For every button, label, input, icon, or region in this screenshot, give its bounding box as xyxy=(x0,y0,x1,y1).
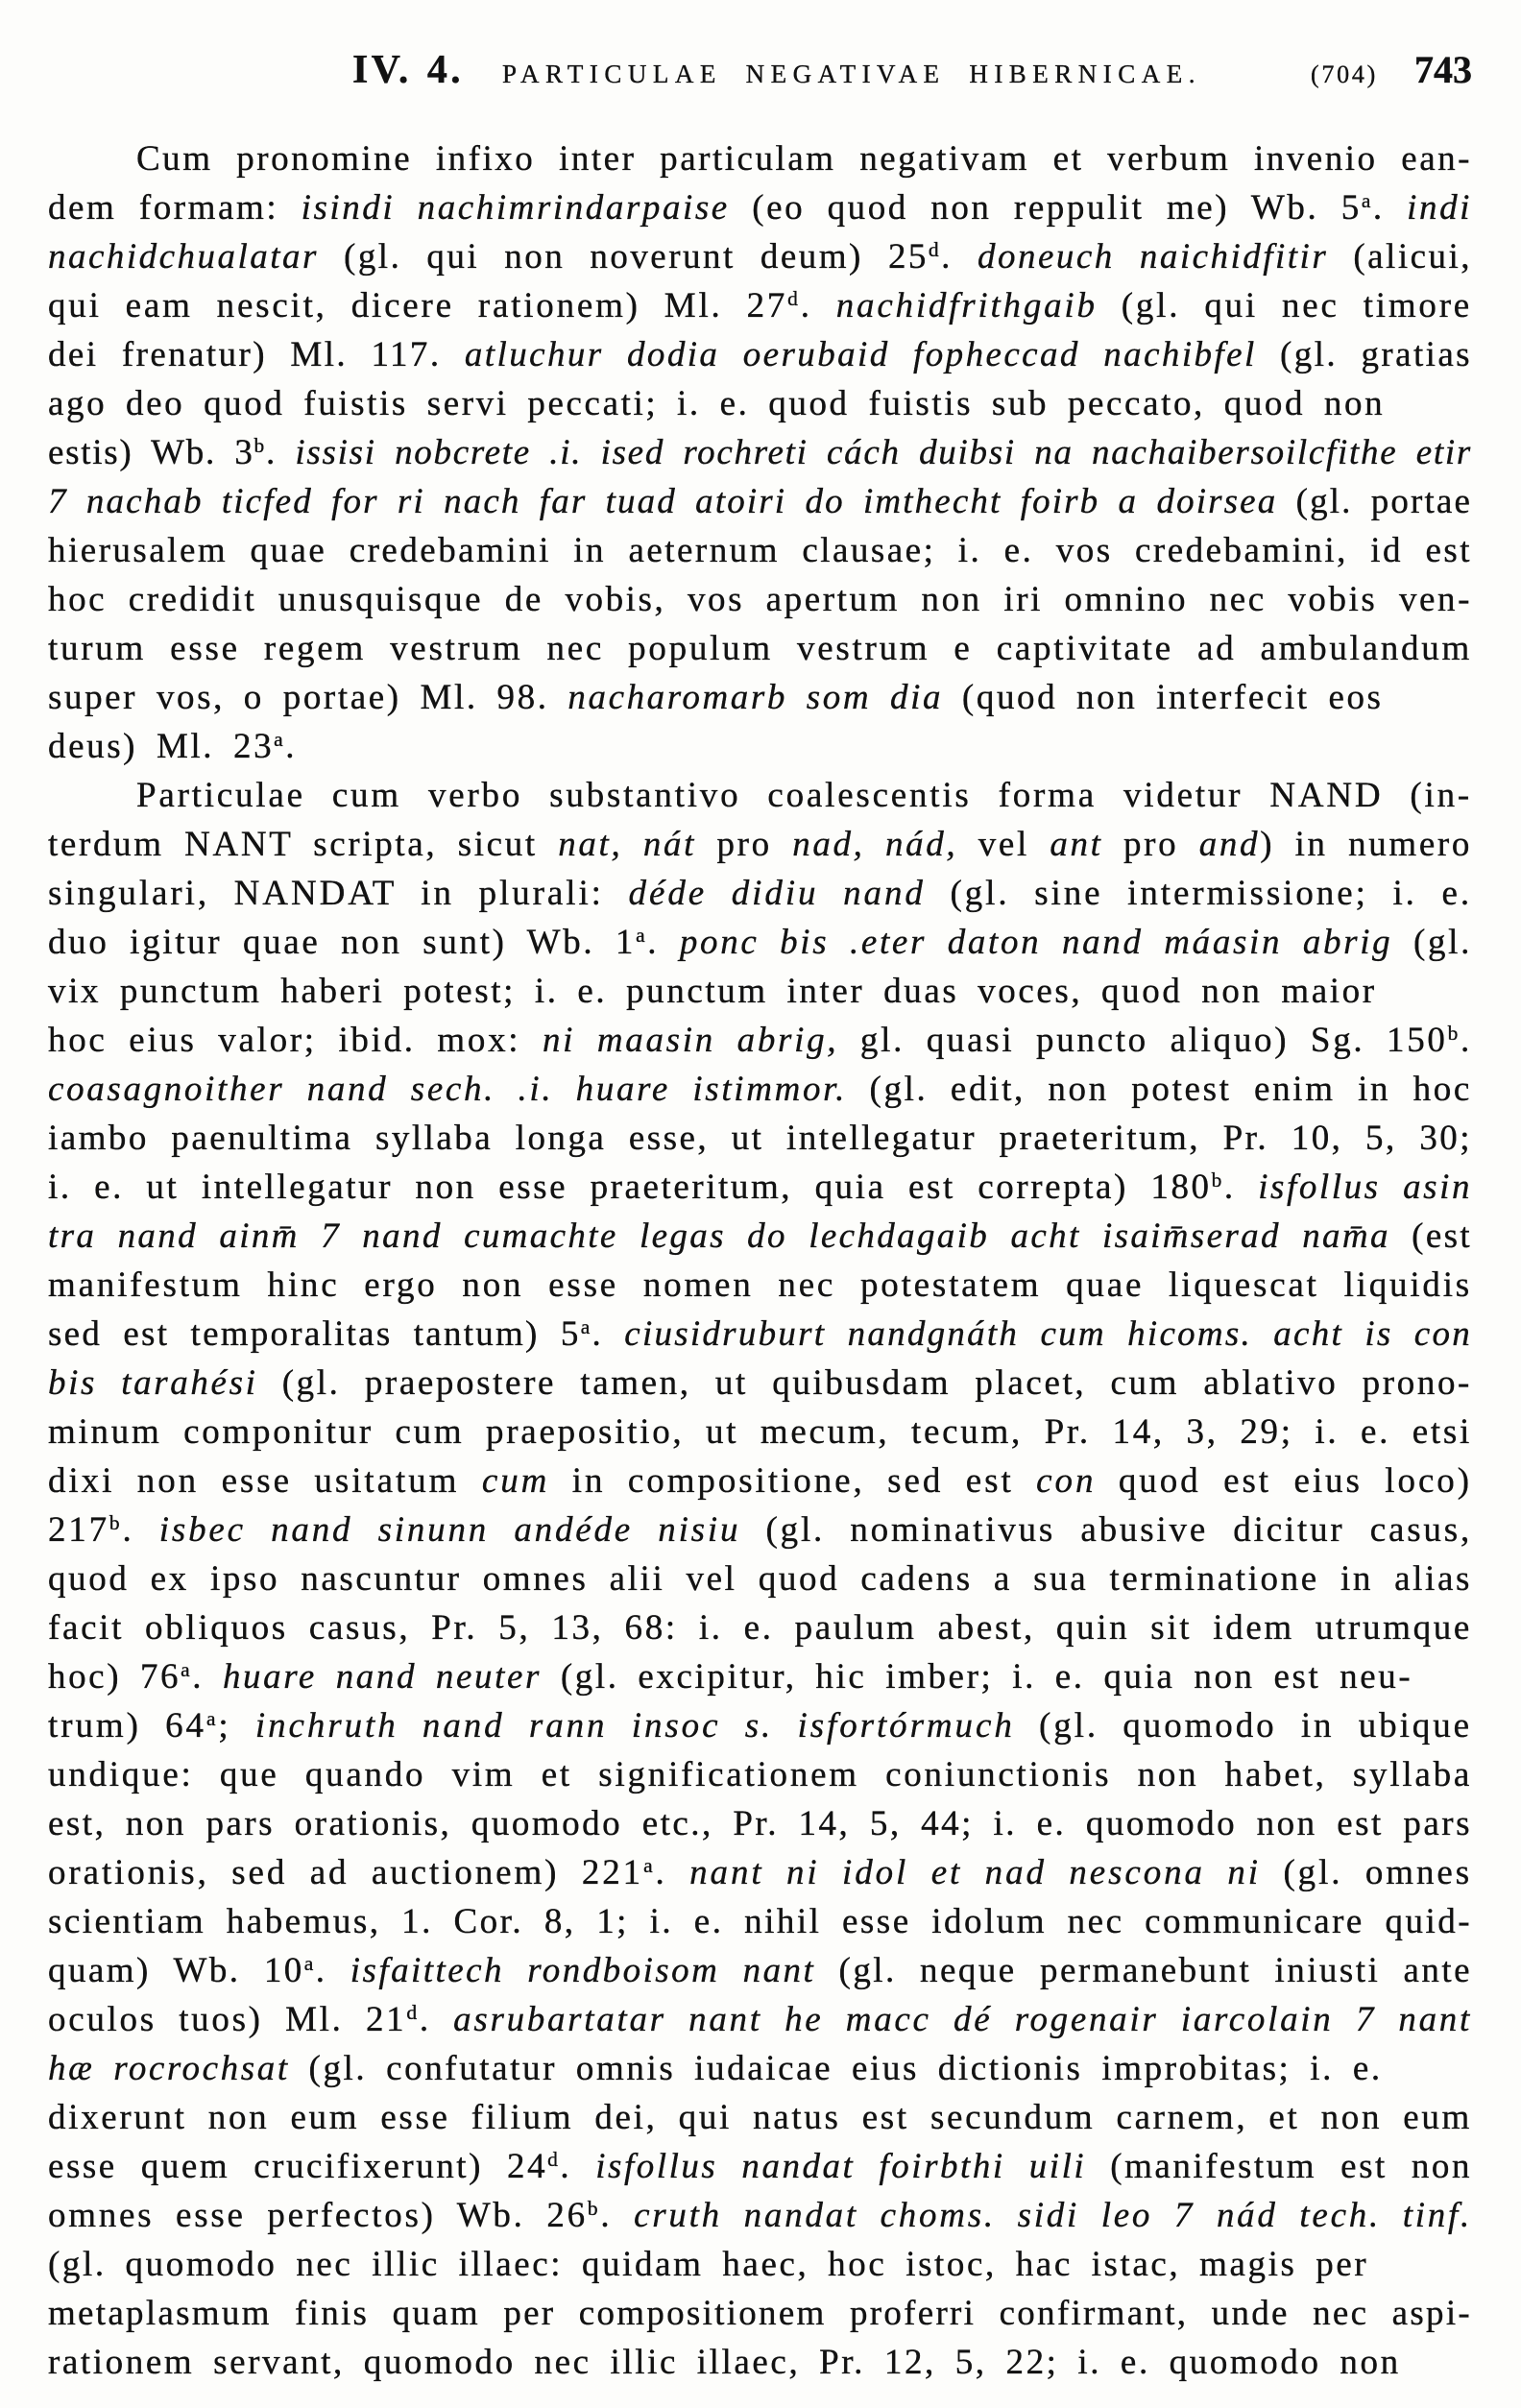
roman-text: quod est eius loco) xyxy=(1096,1461,1472,1501)
roman-text: ) in numero xyxy=(1260,825,1473,864)
superscript-letter: d xyxy=(406,2001,420,2025)
line-content xyxy=(136,139,1472,179)
roman-text: undique: que quando vim et significationem coniunctionis non habet, syllaba xyxy=(48,1755,1472,1794)
text-line xyxy=(48,1359,1472,1408)
roman-text: hoc) 76 xyxy=(48,1657,181,1697)
roman-text: . xyxy=(192,1657,223,1697)
line-content xyxy=(48,1608,1472,1648)
line-content xyxy=(48,1168,1472,1207)
italic-text: inchruth nand rann insoc s. isfortórmuch xyxy=(254,1706,1015,1746)
roman-text: (gl. xyxy=(1392,923,1472,962)
superscript-letter: b xyxy=(109,1511,123,1535)
text-line xyxy=(48,134,1472,183)
text-line xyxy=(48,1212,1472,1261)
italic-text: isfollus nandat foirbthi uili xyxy=(595,2147,1087,2186)
line-content xyxy=(48,2049,1383,2088)
section-number: IV. 4. xyxy=(352,48,464,92)
original-page-number xyxy=(1311,62,1378,87)
italic-text: 7 nachab ticfed for ri nach far tuad atoiri do imthecht foirb a doirsea xyxy=(48,482,1278,521)
line-content xyxy=(48,531,1472,570)
roman-text: . xyxy=(800,286,836,325)
roman-text: (manifestum est non xyxy=(1086,2147,1472,2186)
roman-text: . xyxy=(647,923,680,962)
roman-text: dei frenatur) Ml. 117. xyxy=(48,335,465,374)
superscript-letter: b xyxy=(1447,1022,1461,1046)
roman-text: (gl. edit, non potest enim in hoc xyxy=(847,1070,1473,1109)
text-line xyxy=(48,1603,1472,1652)
italic-text: ant xyxy=(1050,825,1103,864)
roman-text: (gl. omnes xyxy=(1260,1853,1473,1892)
line-content xyxy=(48,1902,1472,1941)
roman-text: deus) Ml. 23 xyxy=(48,727,275,766)
roman-text: (gl. confutatur omnis iudaicae eius dictionis improbitas; i. e. xyxy=(289,2049,1383,2088)
line-content xyxy=(48,2294,1472,2333)
line-content xyxy=(48,1804,1472,1843)
roman-text: minum componitur cum praepositio, ut mecum, tecum, Pr. 14, 3, 29; i. e. etsi xyxy=(48,1412,1472,1452)
roman-text: iambo paenultima syllaba longa esse, ut intellegatur praeteritum, Pr. 10, 5, 30; xyxy=(48,1119,1472,1158)
italic-text: isbec nand sinunn andéde nisiu xyxy=(158,1510,741,1550)
roman-text: (gl. excipitur, hic imber; i. e. quia non est neu- xyxy=(541,1657,1413,1697)
roman-text: quam) Wb. 10 xyxy=(48,1951,304,1990)
line-content xyxy=(48,335,1472,374)
page-number xyxy=(1414,48,1472,91)
roman-text: pro xyxy=(696,825,793,864)
running-head-title xyxy=(502,61,1201,87)
roman-text: hoc eius valor; ibid. mox: xyxy=(48,1021,543,1060)
original-page-number-text: (704) xyxy=(1311,60,1378,88)
roman-text: terdum NANT scripta, sicut xyxy=(48,825,559,864)
italic-text: huare nand neuter xyxy=(222,1657,542,1697)
text-line xyxy=(48,1946,1472,1995)
roman-text: singulari, NANDAT in plurali: xyxy=(48,874,629,913)
roman-text: gl. quasi puncto aliquo) Sg. 150 xyxy=(838,1021,1448,1060)
line-content xyxy=(48,1706,1472,1746)
text-line xyxy=(48,1750,1472,1799)
roman-text: Particulae cum verbo substantivo coalescentis forma videtur NAND (in- xyxy=(136,776,1472,815)
superscript-letter: b xyxy=(587,2197,601,2221)
text-line xyxy=(48,967,1472,1016)
paragraph xyxy=(48,771,1472,2387)
line-content xyxy=(48,1070,1472,1109)
roman-text: . xyxy=(600,2196,635,2235)
text-line xyxy=(48,428,1472,477)
line-content xyxy=(48,237,1472,277)
superscript-letter: a xyxy=(643,1854,656,1878)
roman-text: . xyxy=(941,237,978,277)
line-content xyxy=(48,188,1472,228)
italic-text: déde didiu nand xyxy=(628,874,926,913)
paragraph xyxy=(48,134,1472,771)
text-line xyxy=(48,1897,1472,1946)
roman-text: dixerunt non eum esse filium dei, qui natus est secundum carnem, et non eum xyxy=(48,2098,1472,2137)
italic-text: nat, nát xyxy=(558,825,697,864)
text-line xyxy=(48,1261,1472,1310)
line-content xyxy=(48,1657,1412,1697)
italic-text: ciusidruburt nandgnáth cum hicoms. acht is con xyxy=(624,1314,1472,1354)
roman-text: (gl. gratias xyxy=(1256,335,1473,374)
text-line xyxy=(48,1995,1472,2044)
superscript-letter: a xyxy=(1361,189,1373,213)
roman-text: vel xyxy=(957,825,1050,864)
superscript-letter: d xyxy=(787,287,801,311)
roman-text: . xyxy=(122,1510,159,1550)
line-content xyxy=(48,2343,1401,2382)
italic-text: con xyxy=(1036,1461,1097,1501)
line-content xyxy=(48,972,1377,1011)
superscript-letter: a xyxy=(205,1707,219,1731)
italic-text: tra nand ainm̄ 7 nand cumachte legas do lechdagaib acht isaim̄serad nam̄a xyxy=(48,1216,1390,1256)
italic-text: cruth nandat choms. sidi leo 7 nád tech. tinf. xyxy=(634,2196,1472,2235)
text-line xyxy=(48,771,1472,820)
roman-text: hierusalem quae credebamini in aeternum clausae; i. e. vos credebamini, id est xyxy=(48,531,1472,570)
text-line xyxy=(48,232,1472,281)
text-line xyxy=(48,722,1472,771)
roman-text: (gl. sine intermissione; i. e. xyxy=(925,874,1473,913)
text-line xyxy=(48,1848,1472,1897)
line-content xyxy=(48,580,1472,619)
line-content xyxy=(48,1021,1472,1060)
roman-text: i. e. ut intellegatur non esse praeteritum, quia est correpta) 180 xyxy=(48,1168,1212,1207)
text-line xyxy=(48,2191,1472,2240)
roman-text: dem formam: xyxy=(48,188,302,228)
line-content xyxy=(48,1314,1472,1354)
italic-text: issisi nobcrete .i. ised rochreti cách duibsi na nachaibersoilcfithe etir xyxy=(295,433,1472,472)
roman-text: dixi non esse usitatum xyxy=(48,1461,482,1501)
text-line xyxy=(48,2093,1472,2142)
roman-text: pro xyxy=(1102,825,1199,864)
text-line xyxy=(48,2240,1472,2289)
text-line xyxy=(48,477,1472,526)
line-content xyxy=(48,923,1472,962)
body-text xyxy=(48,134,1472,2387)
line-content xyxy=(136,776,1472,815)
roman-text: . xyxy=(1461,1021,1472,1060)
italic-text: isfollus asin xyxy=(1258,1168,1473,1207)
text-line xyxy=(48,1408,1472,1457)
roman-text: hoc credidit unusquisque de vobis, vos apertum non iri omnino nec vobis ven- xyxy=(48,580,1472,619)
roman-text: omnes esse perfectos) Wb. 26 xyxy=(48,2196,588,2235)
text-line xyxy=(48,526,1472,575)
text-line xyxy=(48,2044,1472,2093)
roman-text: (est xyxy=(1389,1216,1472,1256)
roman-text: (gl. qui non noverunt deum) 25 xyxy=(318,237,929,277)
italic-text: hæ rocrochsat xyxy=(48,2049,290,2088)
roman-text: ago deo quod fuistis servi peccati; i. e. quod fuistis sub peccato, quod non xyxy=(48,384,1386,423)
italic-text: nachidfrithgaib xyxy=(835,286,1098,325)
text-line xyxy=(48,1701,1472,1750)
roman-text: (quod non interfecit eos xyxy=(943,678,1384,717)
line-content xyxy=(48,286,1472,325)
line-content xyxy=(48,433,1472,472)
roman-text: esse quem crucifixerunt) 24 xyxy=(48,2147,548,2186)
roman-text: (gl. nominativus abusive dicitur casus, xyxy=(740,1510,1472,1550)
roman-text: quod ex ipso nascuntur omnes alii vel quod cadens a sua terminatione in alias xyxy=(48,1559,1472,1599)
italic-text: atluchur dodia oerubaid fopheccad nachibfel xyxy=(464,335,1257,374)
roman-text: (alicui, xyxy=(1328,237,1472,277)
roman-text: . xyxy=(560,2147,596,2186)
roman-text: qui eam nescit, dicere rationem) Ml. 27 xyxy=(48,286,788,325)
text-line xyxy=(48,820,1472,869)
roman-text: metaplasmum finis quam per compositionem proferri confirmant, unde nec aspi- xyxy=(48,2294,1472,2333)
roman-text: super vos, o portae) Ml. 98. xyxy=(48,678,568,717)
line-content xyxy=(48,1559,1472,1599)
italic-text: nachidchualatar xyxy=(48,237,319,277)
roman-text: manifestum hinc ergo non esse nomen nec potestatem quae liquescat liquidis xyxy=(48,1265,1472,1305)
roman-text: est, non pars orationis, quomodo etc., Pr. 14, 5, 44; i. e. quomodo non est pars xyxy=(48,1804,1472,1843)
text-line xyxy=(48,918,1472,967)
roman-text: . xyxy=(315,1951,350,1990)
italic-text: isfaittech rondboisom nant xyxy=(350,1951,816,1990)
italic-text: nacharomarb som dia xyxy=(567,678,944,717)
roman-text: turum esse regem vestrum nec populum vestrum e captivitate ad ambulandum xyxy=(48,629,1472,668)
italic-text: doneuch naichidfitir xyxy=(978,237,1329,277)
text-line xyxy=(48,379,1472,428)
roman-text: (gl. praepostere tamen, ut quibusdam placet, cum ablativo prono- xyxy=(257,1363,1472,1403)
roman-text: . xyxy=(266,433,296,472)
line-content xyxy=(48,1216,1472,1256)
text-line xyxy=(48,624,1472,673)
running-head-title-text: PARTICULAE NEGATIVAE HIBERNICAE. xyxy=(502,60,1201,88)
line-content xyxy=(48,2196,1472,2235)
line-content xyxy=(48,1461,1472,1501)
roman-text: (gl. portae xyxy=(1277,482,1472,521)
roman-text: duo igitur quae non sunt) Wb. 1 xyxy=(48,923,637,962)
text-line xyxy=(48,330,1472,379)
running-head-section xyxy=(352,50,464,90)
text-line xyxy=(48,1505,1472,1554)
roman-text: orationis, sed ad auctionem) 221 xyxy=(48,1853,644,1892)
line-content xyxy=(48,1412,1472,1452)
text-line xyxy=(48,1457,1472,1505)
roman-text: (gl. quomodo nec illic illaec: quidam haec, hoc istoc, hac istac, magis per xyxy=(48,2245,1369,2284)
superscript-letter: a xyxy=(580,1315,592,1339)
line-content xyxy=(48,2245,1368,2284)
italic-text: indi xyxy=(1407,188,1472,228)
roman-text: . xyxy=(419,2000,454,2039)
roman-text: rationem servant, quomodo nec illic illaec, Pr. 12, 5, 22; i. e. quomodo non xyxy=(48,2343,1401,2382)
line-content xyxy=(48,1755,1472,1794)
roman-text: (eo quod non reppulit me) Wb. 5 xyxy=(729,188,1362,228)
italic-text: nad, nád, xyxy=(792,825,958,864)
roman-text: . xyxy=(285,727,298,766)
roman-text: . xyxy=(592,1314,625,1354)
roman-text: estis) Wb. 3 xyxy=(48,433,254,472)
superscript-letter: a xyxy=(181,1658,193,1682)
page-number-text: 743 xyxy=(1414,48,1472,91)
text-line xyxy=(48,2142,1472,2191)
text-line xyxy=(48,2338,1472,2387)
roman-text: Cum pronomine infixo inter particulam negativam et verbum invenio ean- xyxy=(136,139,1472,179)
line-content xyxy=(48,1265,1472,1305)
superscript-letter: d xyxy=(547,2148,561,2172)
text-line xyxy=(48,1016,1472,1065)
roman-text: facit obliquos casus, Pr. 5, 13, 68: i. e. paulum abest, quin sit idem utrumque xyxy=(48,1608,1472,1648)
roman-text: . xyxy=(1223,1168,1259,1207)
italic-text: nant ni idol et nad nescona ni xyxy=(689,1853,1261,1892)
line-content xyxy=(48,384,1385,423)
line-content xyxy=(48,874,1472,913)
text-line xyxy=(48,1310,1472,1359)
roman-text: (gl. quomodo in ubique xyxy=(1014,1706,1472,1746)
superscript-letter: a xyxy=(636,924,648,948)
roman-text: trum) 64 xyxy=(48,1706,206,1746)
roman-text: (gl. neque permanebunt iniusti ante xyxy=(815,1951,1472,1990)
roman-text: sed est temporalitas tantum) 5 xyxy=(48,1314,581,1354)
italic-text: cum xyxy=(481,1461,550,1501)
roman-text: . xyxy=(1372,188,1408,228)
roman-text: (gl. qui nec timore xyxy=(1097,286,1473,325)
text-line xyxy=(48,673,1472,722)
italic-text: bis tarahési xyxy=(48,1363,258,1403)
line-content xyxy=(48,727,297,766)
italic-text: coasagnoither nand sech. .i. huare istimmor. xyxy=(48,1070,848,1109)
text-line xyxy=(48,183,1472,232)
superscript-letter: a xyxy=(274,728,286,752)
superscript-letter: d xyxy=(928,238,942,262)
line-content xyxy=(48,2000,1472,2039)
italic-text: ni maasin abrig, xyxy=(542,1021,839,1060)
roman-text: oculos tuos) Ml. 21 xyxy=(48,2000,407,2039)
roman-text: 217 xyxy=(48,1510,109,1550)
line-content xyxy=(48,629,1472,668)
italic-text: and xyxy=(1198,825,1261,864)
text-line xyxy=(48,1554,1472,1603)
line-content xyxy=(48,678,1384,717)
superscript-letter: b xyxy=(1211,1168,1224,1192)
line-content xyxy=(48,825,1472,864)
text-line xyxy=(48,2289,1472,2338)
text-line xyxy=(48,1799,1472,1848)
line-content xyxy=(48,2098,1472,2137)
line-content xyxy=(48,1853,1472,1892)
text-line xyxy=(48,1065,1472,1114)
roman-text: . xyxy=(655,1853,690,1892)
line-content xyxy=(48,482,1472,521)
superscript-letter: a xyxy=(303,1952,316,1976)
text-line xyxy=(48,1163,1472,1212)
italic-text: ponc bis .eter daton nand máasin abrig xyxy=(679,923,1393,962)
text-line xyxy=(48,281,1472,330)
italic-text: isindi nachimrindarpaise xyxy=(301,188,730,228)
line-content xyxy=(48,1363,1472,1403)
line-content xyxy=(48,1119,1472,1158)
text-line xyxy=(48,1652,1472,1701)
line-content xyxy=(48,2147,1472,2186)
text-line xyxy=(48,575,1472,624)
roman-text: vix punctum haberi potest; i. e. punctum inter duas voces, quod non maior xyxy=(48,972,1377,1011)
roman-text: ; xyxy=(218,1706,255,1746)
italic-text: asrubartatar nant he macc dé rogenair iarcolain 7 nant xyxy=(453,2000,1472,2039)
line-content xyxy=(48,1951,1472,1990)
superscript-letter: b xyxy=(254,434,266,458)
text-line xyxy=(48,869,1472,918)
line-content xyxy=(48,1510,1472,1550)
roman-text: scientiam habemus, 1. Cor. 8, 1; i. e. nihil esse idolum nec communicare quid- xyxy=(48,1902,1472,1941)
text-line xyxy=(48,1114,1472,1163)
roman-text: in compositione, sed est xyxy=(549,1461,1037,1501)
